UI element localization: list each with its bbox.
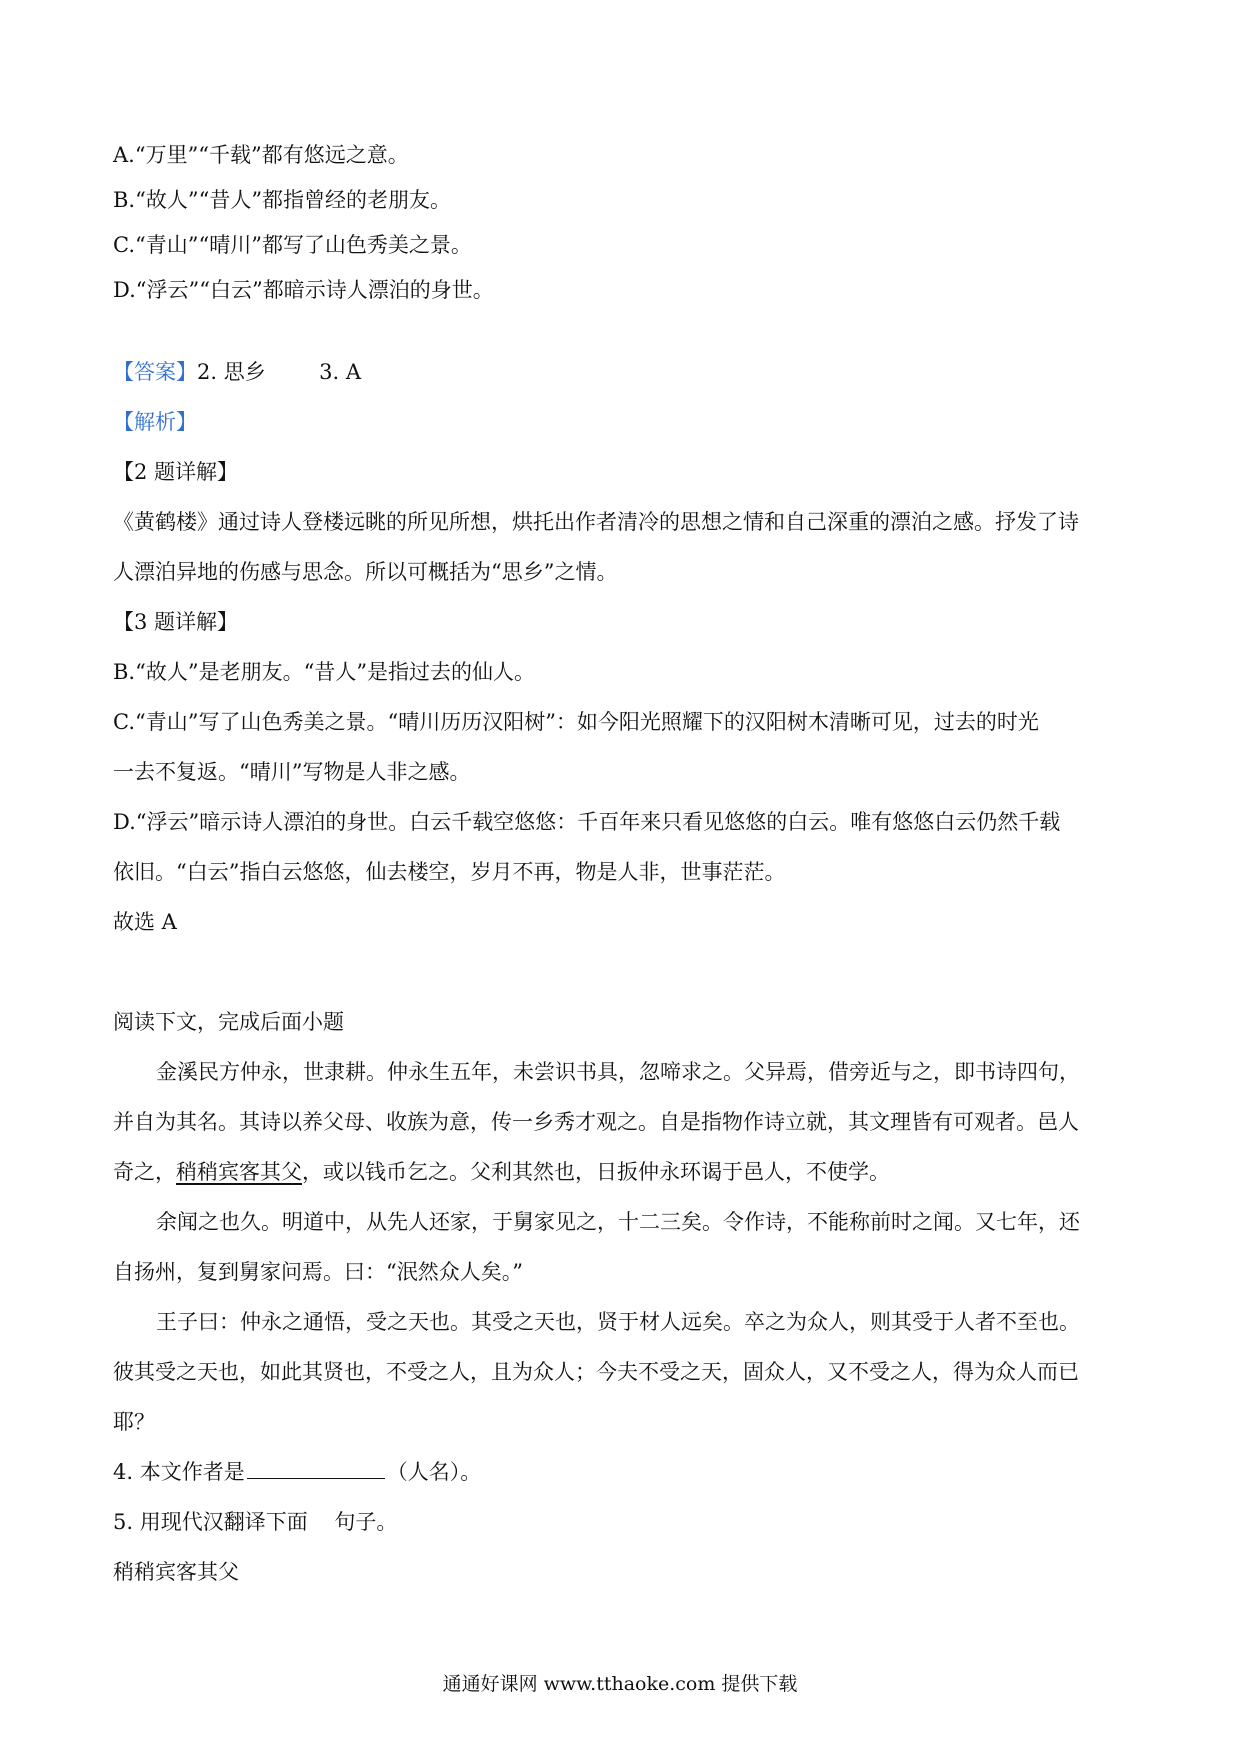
q2-detail-line-1: 《黄鹤楼》通过诗人登楼远眺的所见所想，烘托出作者清冷的思想之情和自己深重的漂泊之感。抒发了诗 xyxy=(113,510,1079,534)
analysis-tag: 【解析】 xyxy=(113,410,197,434)
answer-blank xyxy=(247,1458,385,1479)
conclusion: 故选 A xyxy=(113,910,177,934)
option-c: C.“青山”“晴川”都写了山色秀美之景。 xyxy=(113,233,472,257)
question-4-suffix: （人名）。 xyxy=(386,1460,482,1484)
q3-detail-d-line-2: 依旧。“白云”指白云悠悠，仙去楼空，岁月不再，物是人非，世事茫茫。 xyxy=(113,860,786,884)
underlined-sentence: 稍稍宾客其父 xyxy=(176,1160,302,1184)
q3-detail-title: 【3 题详解】 xyxy=(113,610,239,634)
passage-p2-line-1: 余闻之也久。明道中，从先人还家，于舅家见之，十二三矣。令作诗，不能称前时之闻。又七年，还 xyxy=(156,1210,1080,1234)
q2-detail-title: 【2 题详解】 xyxy=(113,460,239,484)
option-d: D.“浮云”“白云”都暗示诗人漂泊的身世。 xyxy=(113,278,494,302)
answer-tag: 【答案】 xyxy=(113,360,197,384)
option-b: B.“故人”“昔人”都指曾经的老朋友。 xyxy=(113,188,452,212)
passage-p3-line-3: 耶？ xyxy=(113,1410,155,1434)
answer-text: 2. 思乡 3. A xyxy=(197,360,361,384)
passage-p3-line-1: 王子曰：仲永之通悟，受之天也。其受之天也，贤于材人远矣。卒之为众人，则其受于人者不至也。 xyxy=(156,1310,1080,1334)
q3-detail-c-line-2: 一去不复返。“晴川”写物是人非之感。 xyxy=(113,760,471,784)
q3-detail-c-line-1: C.“青山”写了山色秀美之景。“晴川历历汉阳树”：如今阳光照耀下的汉阳树木清晰可见，过去的时光 xyxy=(113,710,1039,734)
passage-p1-line-3-post: ，或以钱币乞之。父利其然也，日扳仲永环谒于邑人，不使学。 xyxy=(302,1160,890,1184)
question-4 xyxy=(113,1458,481,1486)
q3-detail-d-line-1: D.“浮云”暗示诗人漂泊的身世。白云千载空悠悠：千百年来只看见悠悠的白云。唯有悠悠白云仍然千载 xyxy=(113,810,1061,834)
passage-p1-line-3 xyxy=(113,1158,890,1186)
answer-line xyxy=(113,358,361,386)
passage-p3-line-2: 彼其受之天也，如此其贤也，不受之人，且为众人；今夫不受之天，固众人，又不受之人，得为众人而已 xyxy=(113,1360,1079,1384)
passage-p1-line-1: 金溪民方仲永，世隶耕。仲永生五年，未尝识书具，忽啼求之。父异焉，借旁近与之，即书诗四句， xyxy=(156,1060,1080,1084)
q2-detail-line-2: 人漂泊异地的伤感与思念。所以可概括为“思乡”之情。 xyxy=(113,560,618,584)
question-4-prompt: 4. 本文作者是 xyxy=(113,1460,245,1484)
passage-p1-line-2: 并自为其名。其诗以养父母、收族为意，传一乡秀才观之。自是指物作诗立就，其文理皆有可观者。邑人 xyxy=(113,1110,1079,1134)
question-5: 5. 用现代汉翻译下面 句子。 xyxy=(113,1510,398,1534)
passage-p1-line-3-pre: 奇之， xyxy=(113,1160,176,1184)
reading-instruction: 阅读下文，完成后面小题 xyxy=(113,1010,344,1034)
option-a: A.“万里”“千载”都有悠远之意。 xyxy=(113,143,409,167)
passage-p2-line-2: 自扬州，复到舅家问焉。曰：“泯然众人矣。” xyxy=(113,1260,523,1284)
q3-detail-b: B.“故人”是老朋友。“昔人”是指过去的仙人。 xyxy=(113,660,536,684)
footer-watermark: 通通好课网 www.tthaoke.com 提供下载 xyxy=(442,1673,798,1695)
question-5-sentence: 稍稍宾客其父 xyxy=(113,1560,239,1584)
